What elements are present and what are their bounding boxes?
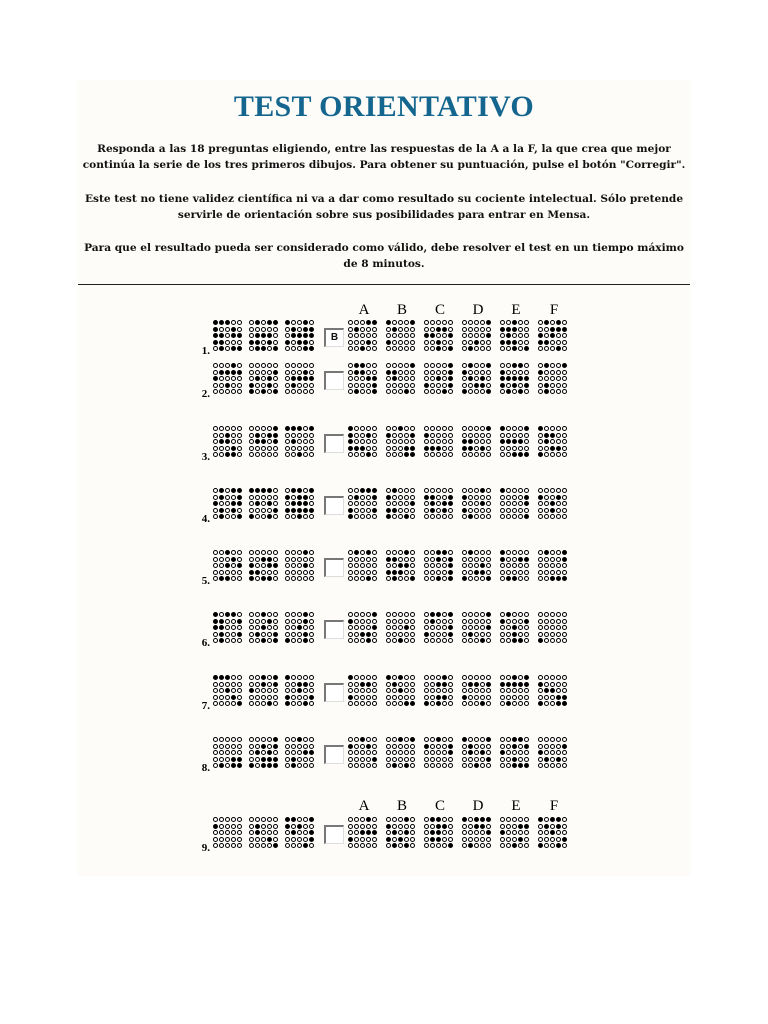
question-number: 3. bbox=[201, 451, 210, 463]
option-letter-c: C bbox=[434, 798, 445, 814]
answer-input[interactable] bbox=[324, 558, 344, 577]
option-letter-c: C bbox=[434, 302, 445, 318]
option-letter-e: E bbox=[511, 302, 521, 318]
option-letter-d: D bbox=[472, 798, 484, 814]
instructions-paragraph: Responda a las 18 preguntas eligiendo, entre las respuestas de la A a la F, la que crea que mejor continúa la serie de los tres primeros dibujos. Para obtener su puntuación, pulse el botón "Corregir". bbox=[82, 143, 686, 171]
disclaimer-paragraph: Este test no tiene validez científica ni va a dar como resultado su cociente intelectual. Sólo pretende servirle de orientación sobre sus posibilidades para entrar en Mensa. bbox=[84, 193, 684, 221]
question-number: 8. bbox=[201, 762, 210, 774]
option-letter-f: F bbox=[549, 798, 559, 814]
option-letter-a: A bbox=[358, 302, 370, 318]
answer-input[interactable] bbox=[324, 620, 344, 639]
question-number: 9. bbox=[201, 842, 210, 854]
question-number: 1. bbox=[201, 345, 210, 357]
answer-input[interactable] bbox=[324, 434, 344, 453]
question-number: 7. bbox=[201, 700, 210, 712]
answer-input[interactable] bbox=[324, 371, 344, 390]
question-number: 2. bbox=[201, 388, 210, 400]
option-letter-e: E bbox=[511, 798, 521, 814]
divider bbox=[78, 284, 690, 285]
question-number: 4. bbox=[201, 513, 210, 525]
answer-input[interactable] bbox=[324, 745, 344, 764]
option-letter-d: D bbox=[472, 302, 484, 318]
answer-input[interactable] bbox=[324, 683, 344, 702]
option-letter-f: F bbox=[549, 302, 559, 318]
option-letter-b: B bbox=[396, 302, 407, 318]
answer-input[interactable] bbox=[324, 825, 344, 844]
answer-input[interactable]: B bbox=[324, 328, 344, 347]
page-title: TEST ORIENTATIVO bbox=[233, 90, 535, 123]
test-page bbox=[78, 80, 690, 876]
question-number: 6. bbox=[201, 637, 210, 649]
option-letter-a: A bbox=[358, 798, 370, 814]
question-number: 5. bbox=[201, 575, 210, 587]
answer-input[interactable] bbox=[324, 496, 344, 515]
time-limit-paragraph: Para que el resultado pueda ser considerado como válido, debe resolver el test en un tiempo máximo de 8 minutos. bbox=[84, 242, 684, 270]
option-letter-b: B bbox=[396, 798, 407, 814]
